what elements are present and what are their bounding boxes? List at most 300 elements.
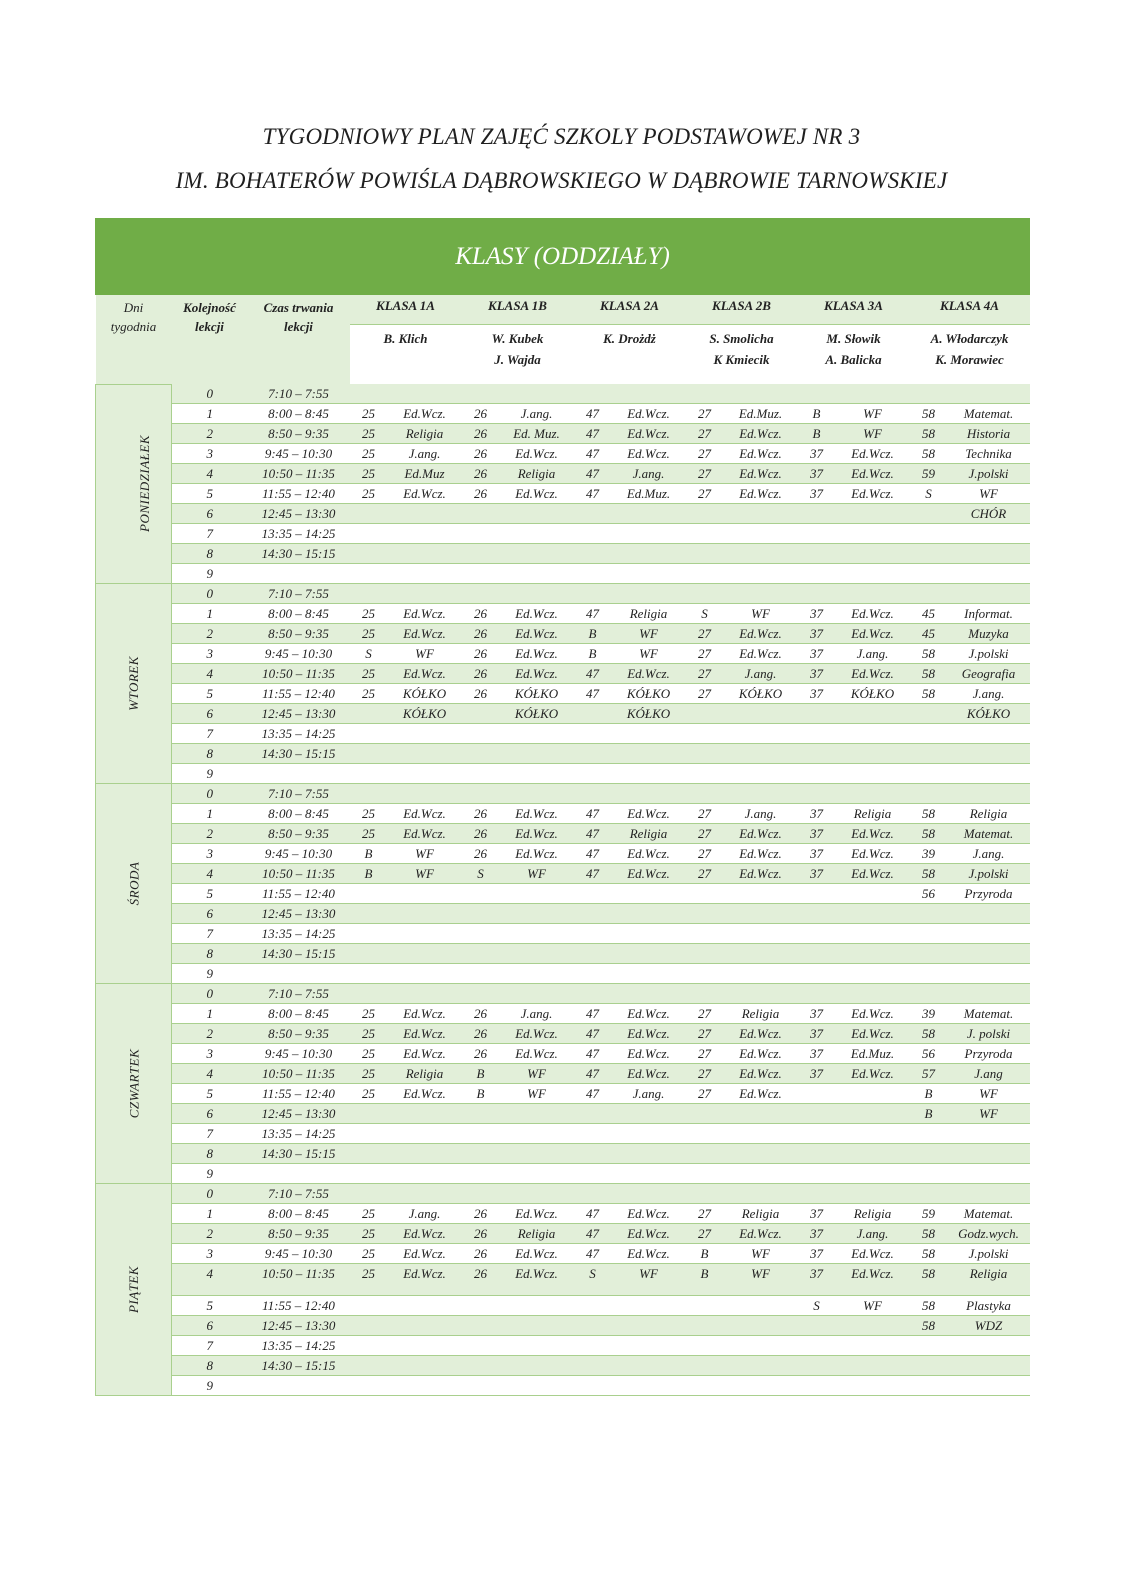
subject-cell	[388, 724, 462, 744]
subject-cell	[724, 744, 798, 764]
lesson-number: 7	[172, 724, 248, 744]
lesson-number: 1	[172, 1004, 248, 1024]
room-cell	[686, 564, 724, 584]
subject-cell	[388, 944, 462, 964]
subject-cell	[388, 984, 462, 1004]
room-cell	[910, 1184, 948, 1204]
room-cell	[462, 964, 500, 984]
subject-cell: J.ang.	[724, 664, 798, 684]
subject-cell	[724, 764, 798, 784]
subject-cell: Ed.Wcz.	[836, 604, 910, 624]
subject-cell	[836, 1144, 910, 1164]
room-cell	[462, 944, 500, 964]
room-cell: 27	[686, 1024, 724, 1044]
lesson-time: 12:45 – 13:30	[248, 1104, 350, 1124]
lesson-time: 14:30 – 15:15	[248, 1144, 350, 1164]
room-cell	[574, 524, 612, 544]
subject-cell	[724, 504, 798, 524]
subject-cell	[724, 704, 798, 724]
class-teachers-1b	[462, 325, 574, 385]
lesson-row	[96, 804, 1030, 824]
subject-cell: WF	[948, 1104, 1030, 1124]
room-cell: 47	[574, 664, 612, 684]
lesson-row	[96, 884, 1030, 904]
room-cell	[350, 724, 388, 744]
room-cell: 47	[574, 444, 612, 464]
room-cell	[350, 1336, 388, 1356]
room-cell	[910, 1164, 948, 1184]
room-cell	[462, 524, 500, 544]
subject-cell: Ed.Wcz.	[836, 464, 910, 484]
lesson-number: 1	[172, 804, 248, 824]
room-cell: 45	[910, 624, 948, 644]
subject-cell: Ed.Wcz.	[388, 624, 462, 644]
subject-cell	[724, 1376, 798, 1396]
room-cell: B	[686, 1244, 724, 1264]
lesson-time: 9:45 – 10:30	[248, 644, 350, 664]
lesson-time: 14:30 – 15:15	[248, 544, 350, 564]
lesson-time: 8:50 – 9:35	[248, 1224, 350, 1244]
subject-cell: WF	[612, 644, 686, 664]
subject-cell	[500, 564, 574, 584]
subject-cell: KÓŁKO	[500, 704, 574, 724]
room-cell: 27	[686, 484, 724, 504]
subject-cell: Ed.Wcz.	[612, 1064, 686, 1084]
header-order-line-2: lekcji	[195, 319, 224, 334]
room-cell	[798, 544, 836, 564]
room-cell	[910, 1376, 948, 1396]
subject-cell	[612, 784, 686, 804]
lesson-row	[96, 444, 1030, 464]
lesson-time: 8:50 – 9:35	[248, 1024, 350, 1044]
room-cell	[798, 1144, 836, 1164]
lesson-row	[96, 1264, 1030, 1296]
lesson-time: 9:45 – 10:30	[248, 844, 350, 864]
subject-cell: Ed.Muz.	[724, 404, 798, 424]
room-cell	[350, 704, 388, 724]
subject-cell: Ed.Wcz.	[612, 864, 686, 884]
subject-cell: Religia	[836, 804, 910, 824]
subject-cell: WF	[500, 1064, 574, 1084]
lesson-time: 14:30 – 15:15	[248, 1356, 350, 1376]
subject-cell	[388, 584, 462, 604]
room-cell: 47	[574, 1204, 612, 1224]
subject-cell	[836, 564, 910, 584]
subject-cell: Ed.Wcz.	[500, 444, 574, 464]
subject-cell: Ed.Wcz.	[388, 1224, 462, 1244]
subject-cell: Ed.Wcz.	[612, 444, 686, 464]
room-cell	[798, 584, 836, 604]
room-cell: 47	[574, 404, 612, 424]
lesson-row	[96, 404, 1030, 424]
room-cell	[574, 1336, 612, 1356]
subject-cell	[948, 1124, 1030, 1144]
subject-cell	[836, 504, 910, 524]
lesson-time	[248, 764, 350, 784]
room-cell	[910, 984, 948, 1004]
lesson-time: 10:50 – 11:35	[248, 1064, 350, 1084]
room-cell	[350, 944, 388, 964]
subject-cell	[388, 884, 462, 904]
lesson-row	[96, 1224, 1030, 1244]
subject-cell: KÓŁKO	[612, 704, 686, 724]
class-teachers-4a	[910, 325, 1030, 385]
lesson-time: 11:55 – 12:40	[248, 484, 350, 504]
subject-cell: Ed.Wcz.	[500, 624, 574, 644]
room-cell	[910, 944, 948, 964]
subject-cell	[836, 984, 910, 1004]
subject-cell: Ed.Wcz.	[388, 664, 462, 684]
subject-cell	[388, 1356, 462, 1376]
room-cell: 26	[462, 484, 500, 504]
room-cell	[910, 1356, 948, 1376]
room-cell: 37	[798, 604, 836, 624]
subject-cell: J.polski	[948, 464, 1030, 484]
lesson-number: 8	[172, 744, 248, 764]
subject-cell	[612, 984, 686, 1004]
subject-cell: Ed.Wcz.	[388, 1004, 462, 1024]
room-cell: 47	[574, 684, 612, 704]
subject-cell: Technika	[948, 444, 1030, 464]
subject-cell: Plastyka	[948, 1296, 1030, 1316]
room-cell	[686, 584, 724, 604]
room-cell	[910, 524, 948, 544]
subject-cell	[612, 944, 686, 964]
subject-cell: Ed.Wcz.	[388, 1244, 462, 1264]
room-cell	[574, 1376, 612, 1396]
subject-cell: Informat.	[948, 604, 1030, 624]
room-cell	[798, 984, 836, 1004]
document-title-line-2: IM. BOHATERÓW POWIŚLA DĄBROWSKIEGO W DĄBROWIE TARNOWSKIEJ	[175, 168, 948, 193]
room-cell: 47	[574, 1084, 612, 1104]
subject-cell	[948, 984, 1030, 1004]
room-cell	[350, 564, 388, 584]
room-cell	[686, 1356, 724, 1376]
subject-cell	[388, 904, 462, 924]
subject-cell: WDZ	[948, 1316, 1030, 1336]
lesson-row	[96, 424, 1030, 444]
lesson-number: 0	[172, 384, 248, 404]
lesson-time: 9:45 – 10:30	[248, 1244, 350, 1264]
room-cell: B	[350, 844, 388, 864]
room-cell	[574, 984, 612, 1004]
class-teachers-2a	[574, 325, 686, 385]
room-cell	[574, 724, 612, 744]
lesson-row	[96, 784, 1030, 804]
room-cell: 47	[574, 844, 612, 864]
subject-cell	[612, 1316, 686, 1336]
subject-cell: WF	[612, 624, 686, 644]
subject-cell: WF	[724, 1244, 798, 1264]
subject-cell: J.polski	[948, 644, 1030, 664]
room-cell	[686, 1124, 724, 1144]
room-cell: 25	[350, 404, 388, 424]
room-cell: 58	[910, 864, 948, 884]
room-cell: 58	[910, 424, 948, 444]
room-cell: 26	[462, 1224, 500, 1244]
room-cell: 47	[574, 1224, 612, 1244]
lesson-row	[96, 384, 1030, 404]
subject-cell: Ed.Wcz.	[836, 1024, 910, 1044]
subject-cell: WF	[948, 484, 1030, 504]
day-label-cell	[96, 784, 172, 984]
subject-cell	[948, 1184, 1030, 1204]
subject-cell	[836, 704, 910, 724]
room-cell: 37	[798, 1024, 836, 1044]
room-cell	[350, 744, 388, 764]
lesson-time: 10:50 – 11:35	[248, 1264, 350, 1296]
lesson-number: 4	[172, 864, 248, 884]
subject-cell: Ed.Wcz.	[388, 404, 462, 424]
room-cell: B	[462, 1084, 500, 1104]
subject-cell: J.ang.	[388, 1204, 462, 1224]
lesson-time: 7:10 – 7:55	[248, 984, 350, 1004]
subject-cell	[612, 1164, 686, 1184]
room-cell: 37	[798, 1044, 836, 1064]
lesson-time: 8:00 – 8:45	[248, 404, 350, 424]
subject-cell: Ed.Wcz.	[724, 1044, 798, 1064]
subject-cell	[836, 1336, 910, 1356]
room-cell: 27	[686, 644, 724, 664]
subject-cell	[500, 524, 574, 544]
subject-cell	[500, 584, 574, 604]
subject-cell: Ed.Wcz.	[836, 844, 910, 864]
lesson-time: 7:10 – 7:55	[248, 584, 350, 604]
lesson-time: 7:10 – 7:55	[248, 1184, 350, 1204]
room-cell: 47	[574, 824, 612, 844]
subject-cell	[948, 1164, 1030, 1184]
lesson-number: 2	[172, 424, 248, 444]
class-header-1b: KLASA 1B	[462, 295, 574, 325]
lesson-time: 11:55 – 12:40	[248, 684, 350, 704]
room-cell	[350, 1316, 388, 1336]
room-cell: 37	[798, 484, 836, 504]
room-cell	[350, 1296, 388, 1316]
subject-cell	[612, 1376, 686, 1396]
room-cell	[910, 1124, 948, 1144]
subject-cell: Religia	[388, 1064, 462, 1084]
subject-cell: Religia	[612, 604, 686, 624]
subject-cell	[388, 564, 462, 584]
room-cell	[910, 584, 948, 604]
subject-cell	[948, 384, 1030, 404]
subject-cell	[612, 384, 686, 404]
room-cell	[910, 764, 948, 784]
subject-cell: Ed.Wcz.	[612, 424, 686, 444]
room-cell	[574, 564, 612, 584]
room-cell: S	[462, 864, 500, 884]
room-cell	[574, 944, 612, 964]
lesson-number: 4	[172, 464, 248, 484]
room-cell	[686, 744, 724, 764]
room-cell: 25	[350, 804, 388, 824]
day-label: PIĄTEK	[126, 1265, 141, 1314]
room-cell: 58	[910, 644, 948, 664]
subject-cell: Ed.Wcz.	[724, 644, 798, 664]
lesson-time	[248, 964, 350, 984]
subject-cell: Ed.Wcz.	[500, 824, 574, 844]
room-cell: 37	[798, 804, 836, 824]
lesson-number: 8	[172, 944, 248, 964]
subject-cell	[724, 724, 798, 744]
subject-cell	[612, 1296, 686, 1316]
room-cell	[910, 1336, 948, 1356]
room-cell: 58	[910, 444, 948, 464]
lesson-time: 12:45 – 13:30	[248, 504, 350, 524]
subject-cell	[836, 724, 910, 744]
subject-cell	[836, 904, 910, 924]
subject-cell	[836, 1104, 910, 1124]
room-cell: S	[686, 604, 724, 624]
lesson-row	[96, 1124, 1030, 1144]
lesson-row	[96, 504, 1030, 524]
subject-cell: Matemat.	[948, 1004, 1030, 1024]
lesson-number: 4	[172, 1064, 248, 1084]
room-cell	[686, 904, 724, 924]
room-cell	[574, 504, 612, 524]
room-cell: S	[350, 644, 388, 664]
lesson-row	[96, 1004, 1030, 1024]
room-cell	[462, 584, 500, 604]
room-cell: 26	[462, 1264, 500, 1296]
lesson-row	[96, 664, 1030, 684]
room-cell: B	[350, 864, 388, 884]
room-cell: 26	[462, 684, 500, 704]
room-cell: 47	[574, 1064, 612, 1084]
room-cell: 26	[462, 664, 500, 684]
subject-cell	[612, 524, 686, 544]
lesson-number: 9	[172, 764, 248, 784]
room-cell: 27	[686, 404, 724, 424]
subject-cell: J.polski	[948, 1244, 1030, 1264]
subject-cell: Ed.Muz.	[612, 484, 686, 504]
room-cell: 25	[350, 604, 388, 624]
subject-cell: KÓŁKO	[724, 684, 798, 704]
room-cell	[686, 964, 724, 984]
room-cell	[798, 504, 836, 524]
room-cell	[910, 1144, 948, 1164]
room-cell	[686, 784, 724, 804]
subject-cell: WF	[836, 404, 910, 424]
subject-cell: Ed.Wcz.	[836, 864, 910, 884]
subject-cell: WF	[388, 864, 462, 884]
subject-cell: Ed.Wcz.	[724, 1084, 798, 1104]
room-cell: S	[798, 1296, 836, 1316]
room-cell	[462, 784, 500, 804]
subject-cell: Matemat.	[948, 404, 1030, 424]
lesson-number: 5	[172, 884, 248, 904]
subject-cell: Religia	[948, 1264, 1030, 1296]
lesson-row	[96, 484, 1030, 504]
subject-cell: Ed.Wcz.	[500, 484, 574, 504]
lesson-row	[96, 564, 1030, 584]
room-cell	[350, 1164, 388, 1184]
room-cell	[462, 744, 500, 764]
room-cell: 37	[798, 864, 836, 884]
subject-cell	[500, 544, 574, 564]
subject-cell	[612, 744, 686, 764]
lesson-number: 1	[172, 1204, 248, 1224]
subject-cell: WF	[500, 864, 574, 884]
room-cell: 39	[910, 1004, 948, 1024]
subject-cell: J.ang.	[500, 404, 574, 424]
subject-cell: Ed.Wcz.	[724, 464, 798, 484]
subject-cell	[388, 1124, 462, 1144]
subject-cell	[500, 784, 574, 804]
subject-cell	[948, 564, 1030, 584]
subject-cell	[388, 744, 462, 764]
subject-cell: Ed.Wcz.	[612, 1244, 686, 1264]
room-cell: B	[798, 404, 836, 424]
room-cell: 58	[910, 664, 948, 684]
subject-cell: KÓŁKO	[612, 684, 686, 704]
room-cell	[574, 584, 612, 604]
subject-cell	[724, 784, 798, 804]
subject-cell	[948, 1356, 1030, 1376]
subject-cell	[724, 944, 798, 964]
room-cell: 47	[574, 464, 612, 484]
subject-cell: Ed. Muz.	[500, 424, 574, 444]
subject-cell	[500, 984, 574, 1004]
room-cell: 27	[686, 624, 724, 644]
subject-cell: Ed.Wcz.	[612, 1204, 686, 1224]
lesson-time: 13:35 – 14:25	[248, 524, 350, 544]
room-cell: B	[574, 624, 612, 644]
subject-cell	[836, 524, 910, 544]
lesson-number: 1	[172, 404, 248, 424]
header-days	[96, 295, 172, 385]
room-cell: 37	[798, 1204, 836, 1224]
room-cell	[798, 1356, 836, 1376]
room-cell: 26	[462, 1244, 500, 1264]
room-cell	[574, 884, 612, 904]
room-cell	[462, 764, 500, 784]
room-cell	[798, 1316, 836, 1336]
room-cell	[798, 704, 836, 724]
subject-cell	[836, 744, 910, 764]
day-label: WTOREK	[125, 656, 141, 711]
subject-cell: Religia	[500, 1224, 574, 1244]
lesson-number: 4	[172, 1264, 248, 1296]
room-cell: 58	[910, 824, 948, 844]
lesson-row	[96, 1084, 1030, 1104]
room-cell: 37	[798, 1004, 836, 1024]
subject-cell	[836, 1356, 910, 1376]
lesson-row	[96, 1336, 1030, 1356]
lesson-row	[96, 824, 1030, 844]
subject-cell: Przyroda	[948, 1044, 1030, 1064]
lesson-row	[96, 1184, 1030, 1204]
room-cell: 39	[910, 844, 948, 864]
room-cell: 26	[462, 844, 500, 864]
subject-cell	[388, 544, 462, 564]
lesson-time: 12:45 – 13:30	[248, 904, 350, 924]
subject-cell: Ed.Wcz.	[836, 1264, 910, 1296]
room-cell: S	[910, 484, 948, 504]
lesson-number: 8	[172, 1356, 248, 1376]
teacher-name: K Kmiecik	[713, 352, 770, 367]
room-cell	[462, 884, 500, 904]
subject-cell	[500, 384, 574, 404]
lesson-number: 4	[172, 664, 248, 684]
room-cell: 25	[350, 1004, 388, 1024]
lesson-number: 3	[172, 644, 248, 664]
lesson-number: 0	[172, 584, 248, 604]
room-cell: S	[574, 1264, 612, 1296]
teacher-name: K. Morawiec	[935, 352, 1004, 367]
lesson-number: 9	[172, 964, 248, 984]
room-cell	[462, 1144, 500, 1164]
